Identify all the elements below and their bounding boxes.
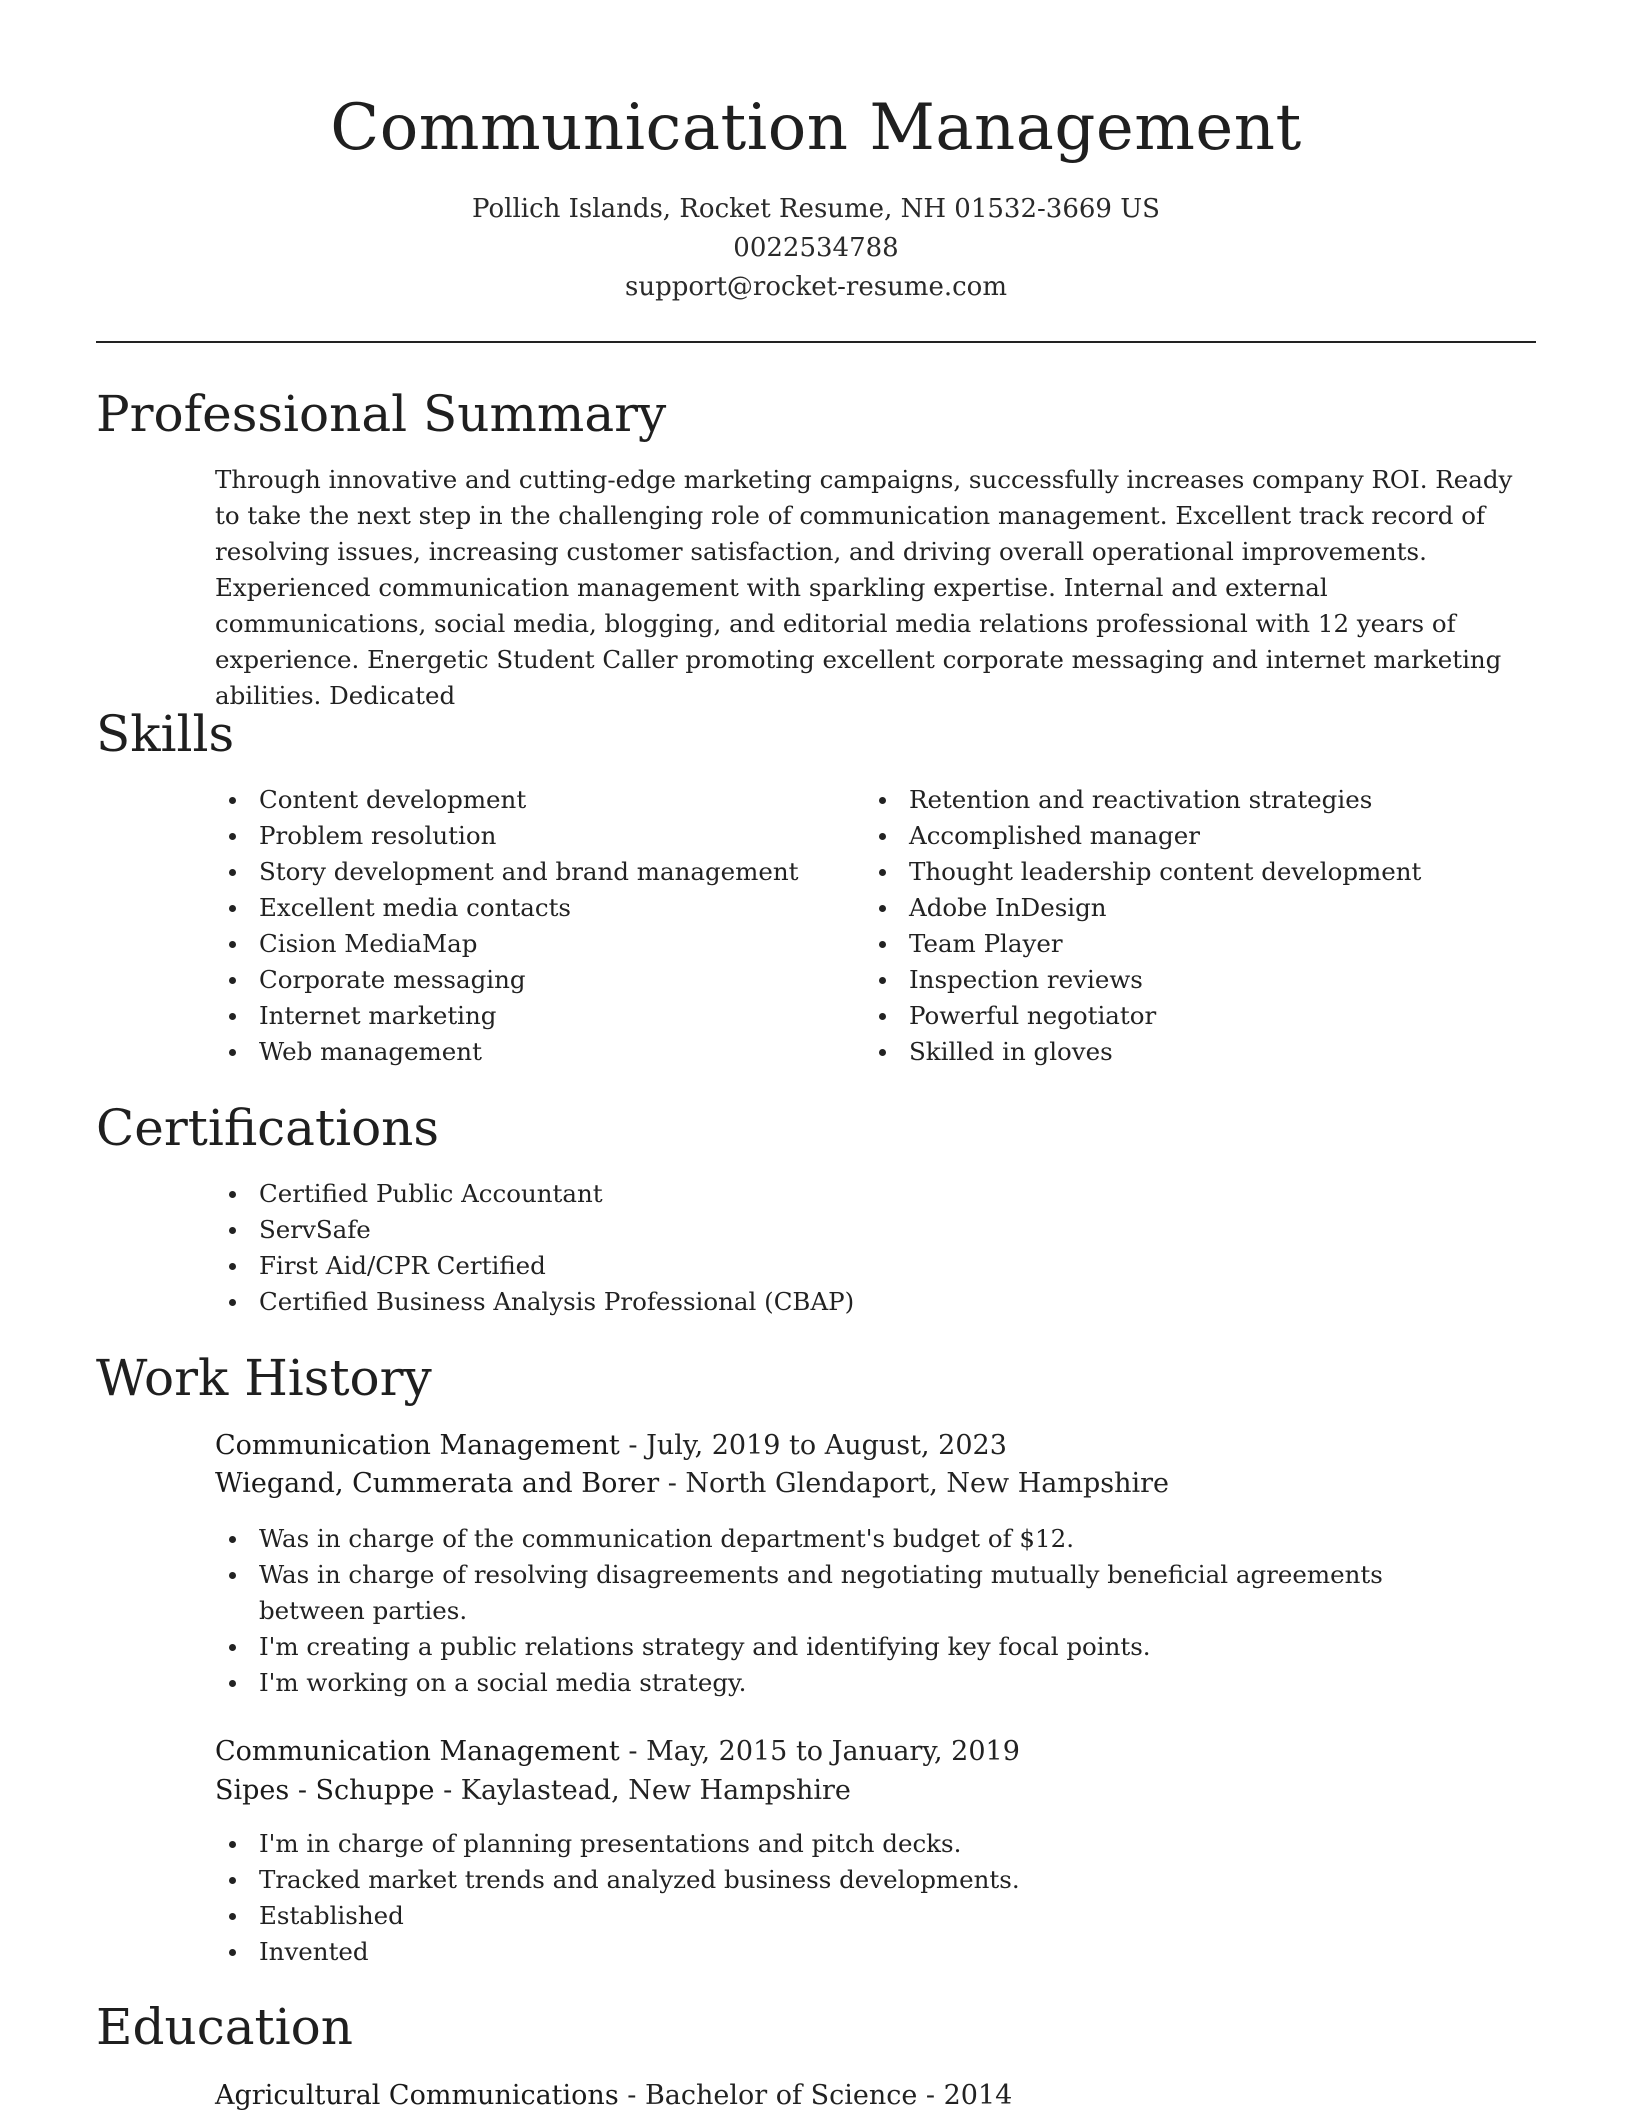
skill-item: Skilled in gloves: [865, 1034, 1525, 1070]
skill-item: Thought leadership content development: [865, 854, 1525, 890]
job-company: Sipes - Schuppe: [215, 1775, 435, 1806]
certification-item: ServSafe: [215, 1212, 1515, 1248]
education-heading: Education: [96, 1998, 353, 2056]
skill-item: Adobe InDesign: [865, 890, 1525, 926]
work-history-heading: Work History: [96, 1349, 432, 1407]
skill-item: Excellent media contacts: [215, 890, 855, 926]
summary-heading: Professional Summary: [96, 385, 667, 443]
skill-item: Internet marketing: [215, 998, 855, 1034]
job-role: Communication Management: [215, 1430, 620, 1461]
skill-item: Accomplished manager: [865, 818, 1525, 854]
candidate-name: Communication Management: [330, 91, 1302, 165]
job-dates: - May, 2015 to January, 2019: [619, 1736, 1020, 1767]
header-divider: [96, 341, 1536, 343]
contact-address: Pollich Islands, Rocket Resume, NH 01532-3669 US: [472, 194, 1160, 224]
skill-item: Story development and brand management: [215, 854, 855, 890]
certification-item: First Aid/CPR Certified: [215, 1248, 1515, 1284]
education-line: [215, 2077, 1012, 2115]
skill-item: Problem resolution: [215, 818, 855, 854]
skill-item: Team Player: [865, 926, 1525, 962]
skill-item: Web management: [215, 1034, 855, 1070]
job-location: - North Glendaport, New Hampshire: [659, 1468, 1170, 1499]
education-field: Agricultural Communications: [215, 2080, 619, 2111]
job-bullet: I'm creating a public relations strategy and identifying key focal points.: [215, 1629, 1475, 1665]
job-role: Communication Management: [215, 1736, 620, 1767]
contact-email: support@rocket-resume.com: [624, 272, 1007, 302]
skill-item: Cision MediaMap: [215, 926, 855, 962]
job-bullet: I'm working on a social media strategy.: [215, 1665, 1475, 1701]
job-location: - Kaylastead, New Hampshire: [434, 1775, 851, 1806]
contact-phone: 0022534788: [733, 233, 899, 263]
skills-list-left: [215, 782, 855, 1070]
job-company-line: [215, 1772, 851, 1810]
contact-block: [0, 190, 1632, 307]
job-bullet: Established: [215, 1898, 1475, 1934]
job-title-line: [215, 1733, 1020, 1771]
certification-item: Certified Business Analysis Professional (CBAP): [215, 1284, 1515, 1320]
job-bullet: Was in charge of resolving disagreements and negotiating mutually beneficial agreements between parties.: [215, 1557, 1475, 1629]
job-company-line: [215, 1465, 1169, 1503]
job-bullets: [215, 1521, 1475, 1701]
job-company: Wiegand, Cummerata and Borer: [215, 1468, 660, 1499]
job-bullet: I'm in charge of planning presentations and pitch decks.: [215, 1826, 1475, 1862]
skill-item: Inspection reviews: [865, 962, 1525, 998]
certifications-list: [215, 1176, 1515, 1320]
skill-item: Corporate messaging: [215, 962, 855, 998]
certification-item: Certified Public Accountant: [215, 1176, 1515, 1212]
skill-item: Retention and reactivation strategies: [865, 782, 1525, 818]
job-bullet: Invented: [215, 1934, 1475, 1970]
job-bullet: Was in charge of the communication department's budget of $12.: [215, 1521, 1475, 1557]
certifications-heading: Certifications: [96, 1099, 440, 1157]
summary-text: Through innovative and cutting-edge marketing campaigns, successfully increases company ROI. Ready to take the next step in the challenging role of communication management. Excellent track record of resolving issues, increasing customer satisfaction, and driving overall operational improvements. Experienced communication management with sparkling expertise. Internal and external communications, social media, blogging, and editorial media relations professional with 12 years of experience. Energetic Student Caller promoting excellent corporate messaging and internet marketing abilities. Dedicated: [215, 465, 1513, 710]
job-dates: - July, 2019 to August, 2023: [619, 1430, 1007, 1461]
skill-item: Content development: [215, 782, 855, 818]
resume-header: [0, 80, 1632, 307]
education-degree: - Bachelor of Science - 2014: [618, 2080, 1013, 2111]
job-title-line: [215, 1427, 1007, 1465]
skills-heading: Skills: [96, 705, 235, 763]
job-bullet: Tracked market trends and analyzed business developments.: [215, 1862, 1475, 1898]
skill-item: Powerful negotiator: [865, 998, 1525, 1034]
job-bullets: [215, 1826, 1475, 1970]
skills-list-right: [865, 782, 1525, 1070]
